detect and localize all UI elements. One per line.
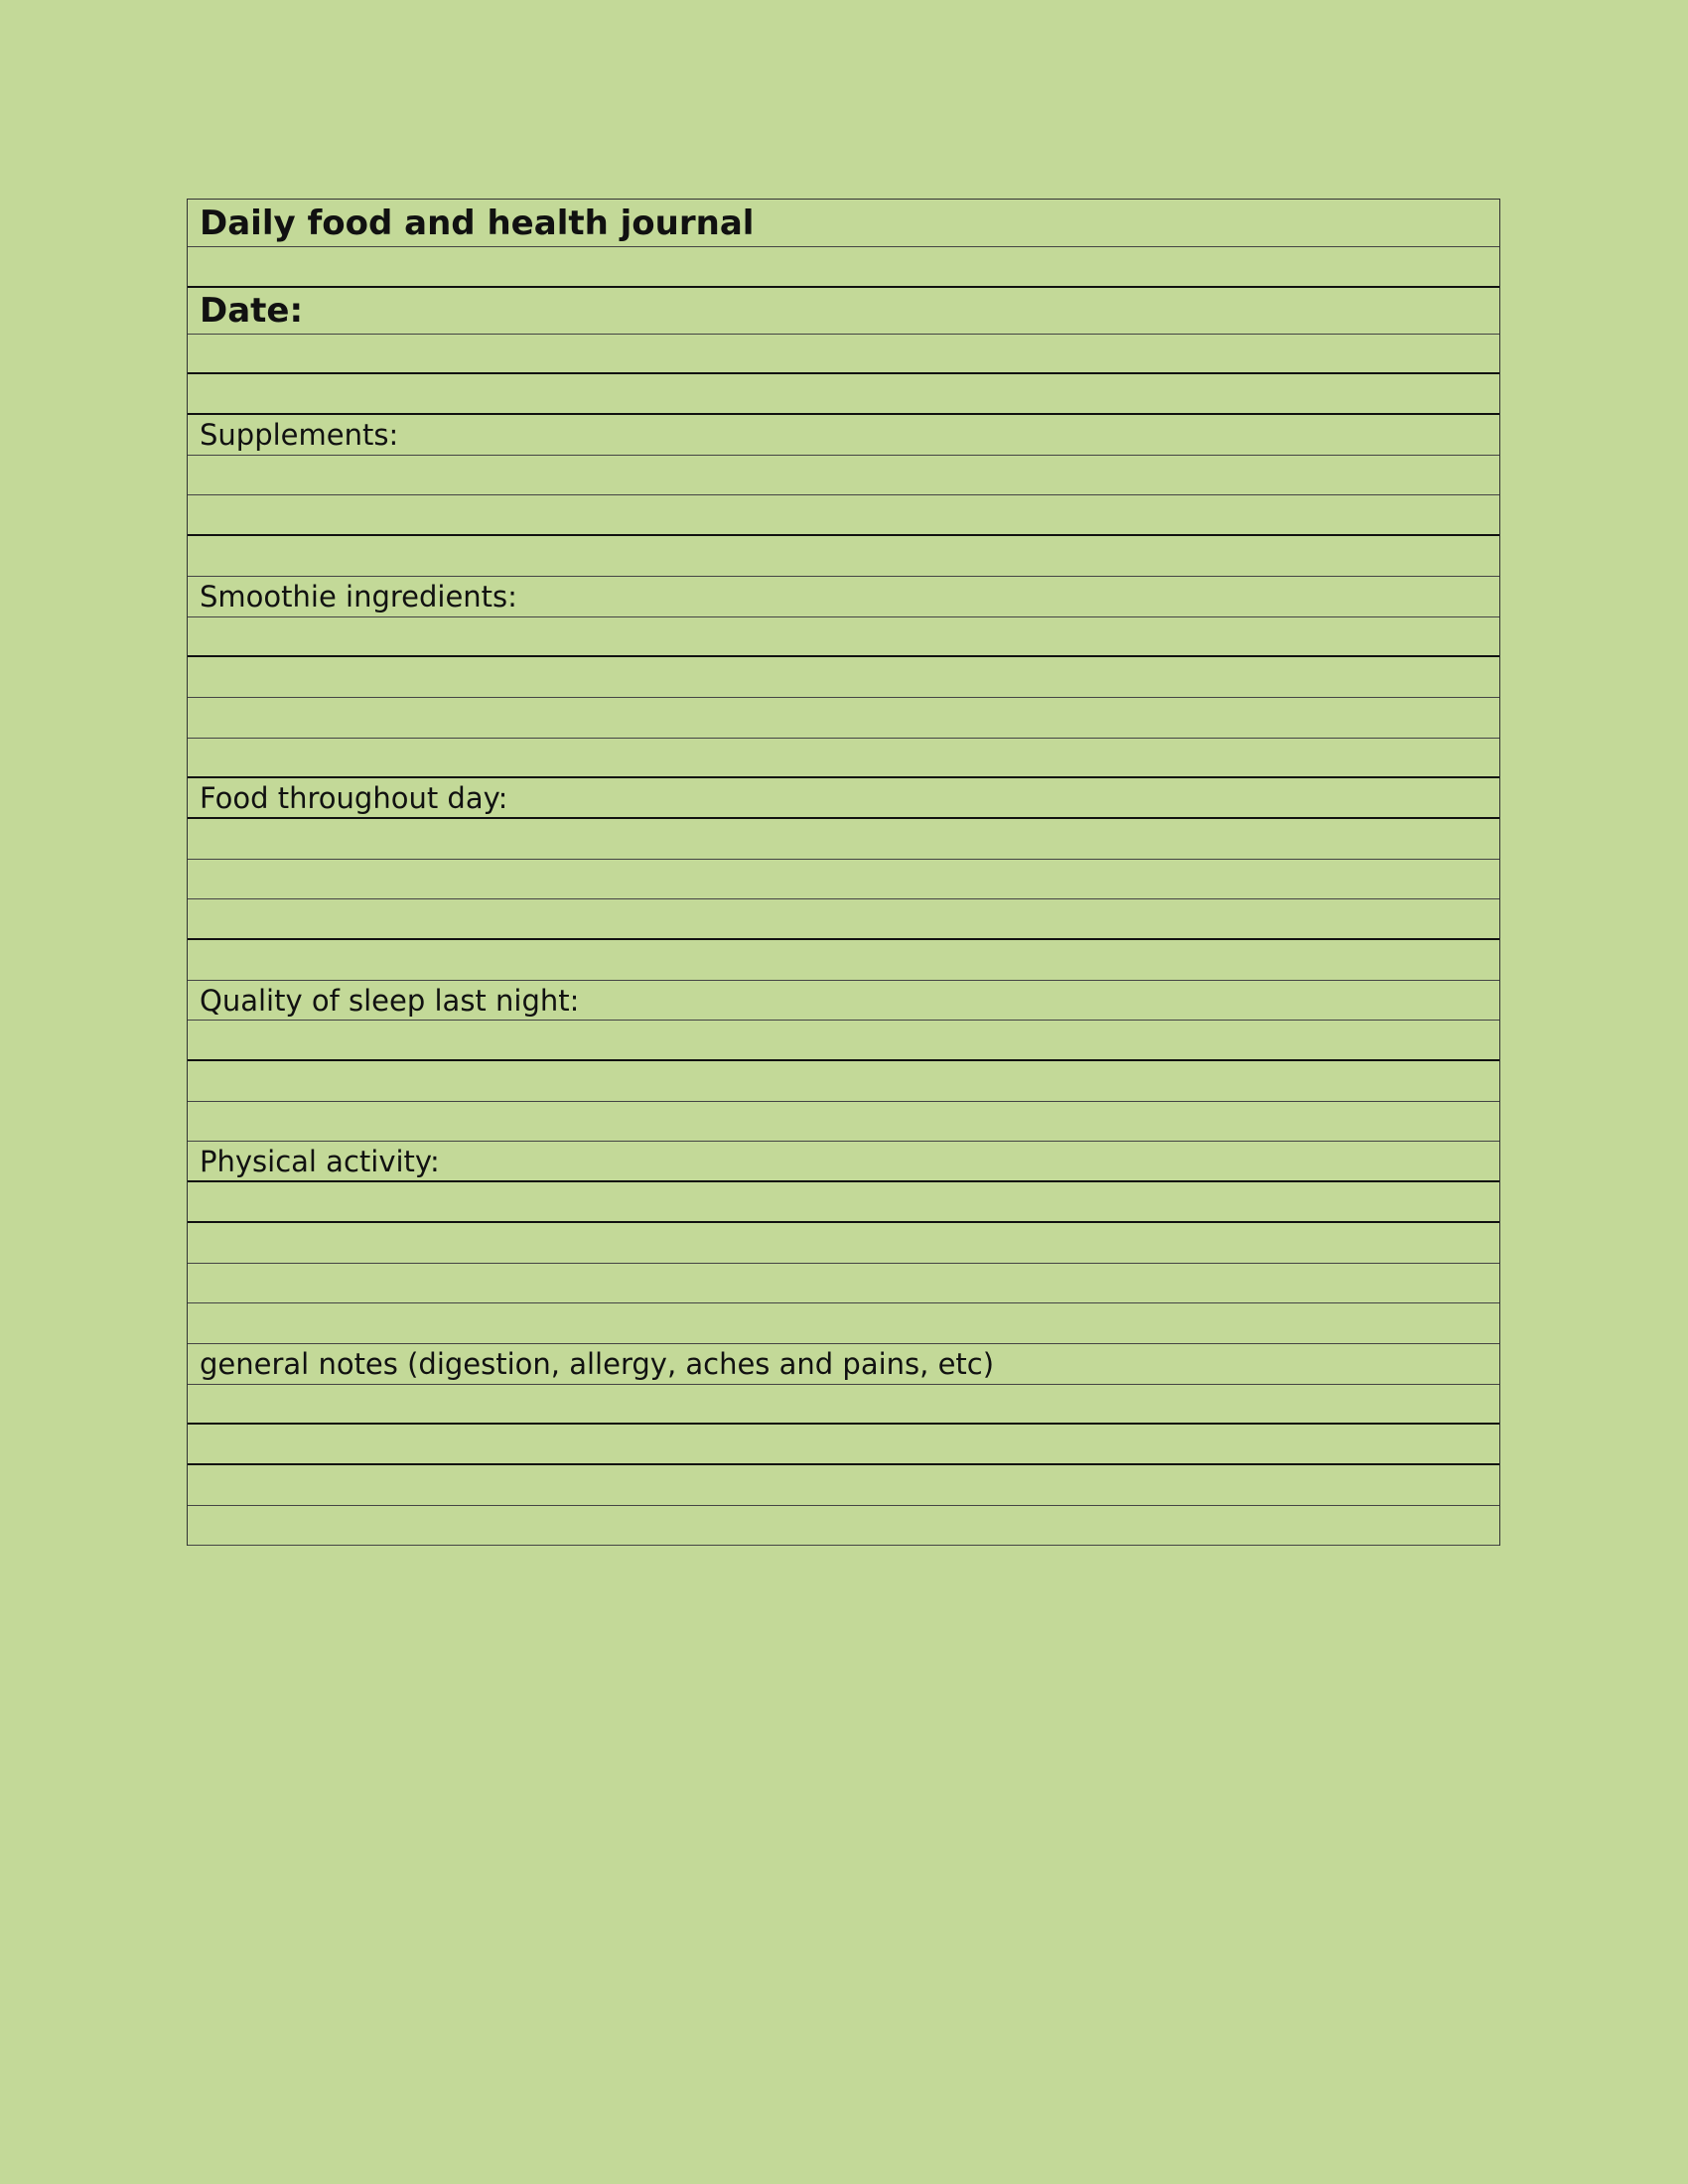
section-activity-label: Physical activity: — [188, 1142, 1499, 1182]
blank-line[interactable] — [188, 1182, 1499, 1223]
journal-table — [187, 199, 1500, 1546]
blank-line[interactable] — [188, 1264, 1499, 1304]
blank-line[interactable] — [188, 1223, 1499, 1264]
blank-line[interactable] — [188, 657, 1499, 698]
blank-line[interactable] — [188, 456, 1499, 496]
blank-line[interactable] — [188, 860, 1499, 900]
blank-line[interactable] — [188, 899, 1499, 940]
section-food-label: Food throughout day: — [188, 778, 1499, 819]
date-label[interactable]: Date: — [188, 288, 1499, 335]
blank-line[interactable] — [188, 1425, 1499, 1465]
journal-title: Daily food and health journal — [188, 200, 1499, 247]
blank-line[interactable] — [188, 495, 1499, 536]
blank-line[interactable] — [188, 335, 1499, 375]
section-smoothie-label: Smoothie ingredients: — [188, 577, 1499, 617]
blank-line[interactable] — [188, 374, 1499, 415]
blank-line[interactable] — [188, 1465, 1499, 1506]
blank-line[interactable] — [188, 698, 1499, 739]
blank-line[interactable] — [188, 1021, 1499, 1061]
blank-line[interactable] — [188, 1102, 1499, 1143]
blank-line[interactable] — [188, 1303, 1499, 1344]
blank-line[interactable] — [188, 536, 1499, 577]
section-supplements-label: Supplements: — [188, 415, 1499, 456]
section-sleep-label: Quality of sleep last night: — [188, 981, 1499, 1022]
blank-line[interactable] — [188, 1061, 1499, 1102]
blank-line[interactable] — [188, 617, 1499, 658]
blank-line[interactable] — [188, 819, 1499, 860]
blank-line[interactable] — [188, 1506, 1499, 1547]
section-notes-label: general notes (digestion, allergy, aches and pains, etc) — [188, 1344, 1499, 1385]
blank-line[interactable] — [188, 940, 1499, 981]
blank-line[interactable] — [188, 247, 1499, 288]
blank-line[interactable] — [188, 739, 1499, 779]
blank-line[interactable] — [188, 1385, 1499, 1426]
